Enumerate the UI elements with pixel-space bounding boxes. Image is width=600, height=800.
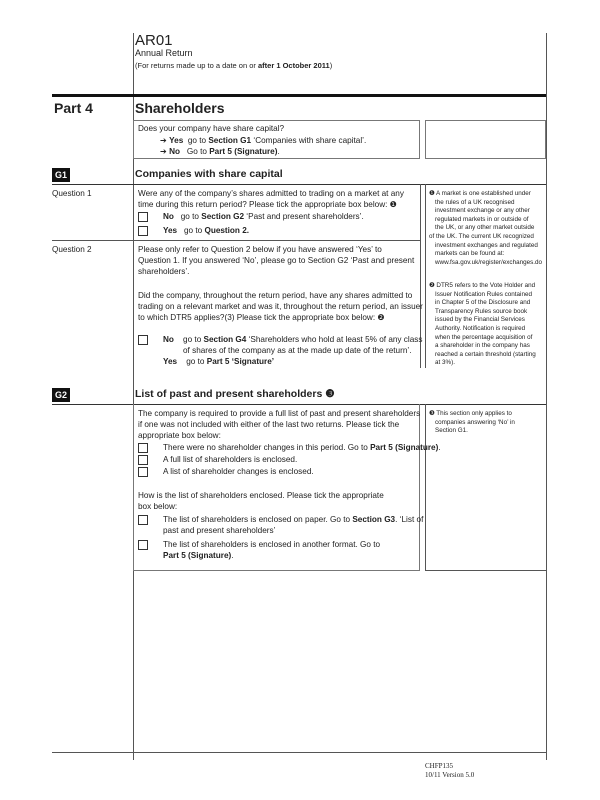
g2-no-changes-checkbox[interactable] <box>138 443 148 453</box>
q1-q2-divider <box>52 240 420 241</box>
q2-line-6: to which DTR5 applies?(3) Please tick the appropriate box below: ❷ <box>138 313 385 322</box>
footer-rule <box>52 752 546 753</box>
g2-other-format-checkbox[interactable] <box>138 540 148 550</box>
section-g2-tag: G2 <box>52 388 70 402</box>
g2-line-5: box below: <box>138 502 178 511</box>
g2-full-list-checkbox[interactable] <box>138 455 148 465</box>
q1-line-1: Were any of the company’s shares admitted to trading on a market at any <box>138 189 404 198</box>
g2-line-1: The company is required to provide a full list of past and present shareholders <box>138 409 421 418</box>
intro-yes-option: ➔ Yes go to Section G1 ‘Companies with share capital’. <box>160 136 367 145</box>
q2-no-option-cont: of shares of the company as at the made up date of the return’. <box>183 346 412 355</box>
footer-version: 10/11 Version 5.0 <box>425 771 475 779</box>
q1-no-checkbox[interactable] <box>138 212 148 222</box>
q2-line-4: Did the company, throughout the return period, have any shares admitted to <box>138 291 413 300</box>
g2-no-changes-option: There were no shareholder changes in this period. Go to Part 5 (Signature). <box>163 443 441 452</box>
question-1-label: Question 1 <box>52 189 92 198</box>
g2-line-3: appropriate box below: <box>138 431 221 440</box>
g1-note-left-rule <box>425 184 426 368</box>
g2-changes-list-checkbox[interactable] <box>138 467 148 477</box>
g2-line-2: if one was not included with either of the last two returns. Please tick the <box>138 420 400 429</box>
q2-line-5: trading on a relevant market and was it, throughout the return period, an issuer <box>138 302 423 311</box>
q2-no-checkbox[interactable] <box>138 335 148 345</box>
q1-no-option: No go to Section G2 ‘Past and present shareholders’. <box>163 212 364 221</box>
note-1: ❶ A market is one established under the rules of a UK recognised investment exchange or any other regulated markets in or outside of the UK, or any other market outside of the UK. The current UK recognized investment exchanges and regulated markets can be found at: www.fsa.gov.uk/register/exchanges.do <box>429 190 542 266</box>
section-g1-title: Companies with share capital <box>135 168 283 180</box>
intro-question: Does your company have share capital? <box>138 124 285 133</box>
note-2: ❷ DTR5 refers to the Vote Holder and Issuer Notification Rules contained in Chapter 5 of the Disclosure and Transparency Rules source book issued by the Financial Services Authority. Notification is required when the percentage acquisition of a shareholder in the company has reached a certain threshold (starting at 3%). <box>429 282 536 367</box>
g2-line-4: How is the list of shareholders enclosed. Please tick the appropriate <box>138 491 384 500</box>
intro-note-box <box>425 120 546 159</box>
q1-line-2: time during this return period? Please tick the appropriate box below: ❶ <box>138 200 398 209</box>
q2-line-2: Question 1. If you answered ‘No’, please go to Section G2 ‘Past and present <box>138 256 415 265</box>
footer-code: CHFP135 <box>425 762 454 770</box>
q1-yes-option: Yes go to Question 2. <box>163 226 250 235</box>
page-right-rule <box>546 33 547 760</box>
g2-changes-list-option: A list of shareholder changes is enclosed. <box>163 467 314 476</box>
part-label: Part 4 <box>54 100 93 116</box>
form-note: (For returns made up to a date on or after 1 October 2011) <box>135 61 333 70</box>
g2-other-format-option: The list of shareholders is enclosed in another format. Go to <box>163 540 381 549</box>
g2-note-left-rule <box>425 404 426 571</box>
question-2-label: Question 2 <box>52 245 92 254</box>
section-g2-title: List of past and present shareholders ❸ <box>135 388 335 400</box>
g2-paper-checkbox[interactable] <box>138 515 148 525</box>
g2-paper-option: The list of shareholders is enclosed on paper. Go to Section G3. ‘List of <box>163 515 424 524</box>
q2-no-option: No go to Section G4 ‘Shareholders who hold at least 5% of any class <box>163 335 423 344</box>
g1-rule <box>52 184 546 185</box>
form-name: Annual Return <box>135 48 193 58</box>
part-rule <box>52 94 546 97</box>
g2-paper-option-cont: past and present shareholders’ <box>163 526 276 535</box>
g2-full-list-option: A full list of shareholders is enclosed. <box>163 455 298 464</box>
g2-bottom-rule <box>425 570 546 571</box>
form-code: AR01 <box>135 32 173 49</box>
q2-line-3: shareholders’. <box>138 267 190 276</box>
part-title: Shareholders <box>135 100 225 116</box>
q2-line-1: Please only refer to Question 2 below if you have answered ‘Yes’ to <box>138 245 382 254</box>
g2-other-format-option-cont: Part 5 (Signature). <box>163 551 234 560</box>
section-g1-tag: G1 <box>52 168 70 182</box>
q1-yes-checkbox[interactable] <box>138 226 148 236</box>
q2-yes-option: Yes go to Part 5 ‘Signature’ <box>163 357 275 366</box>
intro-no-option: ➔ No Go to Part 5 (Signature). <box>160 147 280 156</box>
note-3: ❸ This section only applies to companies answering ‘No’ in Section G1. <box>429 410 515 435</box>
